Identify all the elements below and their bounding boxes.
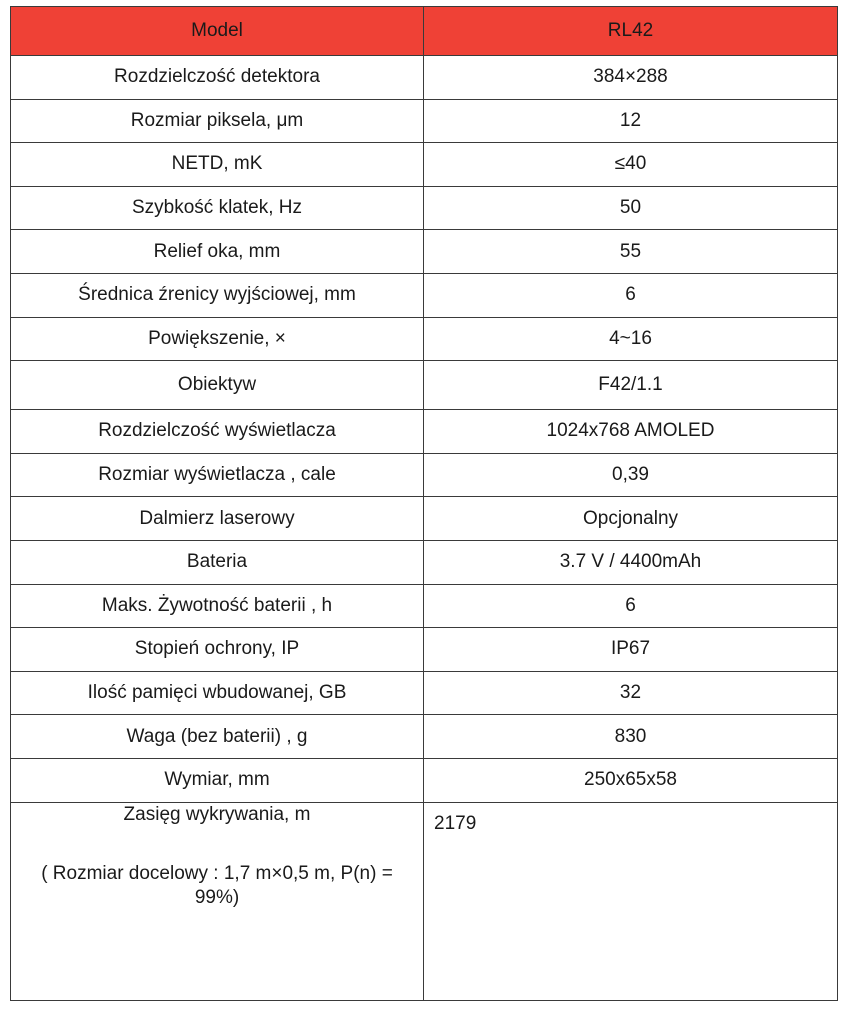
table-row	[11, 715, 838, 759]
header-model-value: RL42	[424, 7, 838, 56]
row-value: 0,39	[424, 453, 838, 497]
row-label: Szybkość klatek, Hz	[11, 186, 424, 230]
table-row	[11, 273, 838, 317]
row-label: Ilość pamięci wbudowanej, GB	[11, 671, 424, 715]
row-label: Rozdzielczość wyświetlacza	[11, 410, 424, 454]
table-row	[11, 186, 838, 230]
table-row	[11, 56, 838, 100]
detection-range-note: ( Rozmiar docelowy : 1,7 m×0,5 m, P(n) = 99%)	[41, 862, 393, 908]
table-row	[11, 671, 838, 715]
row-label: NETD, mK	[11, 143, 424, 187]
row-label: Obiektyw	[11, 361, 424, 410]
detection-range-cell	[11, 802, 424, 1000]
row-label: Wymiar, mm	[11, 758, 424, 802]
row-value: 250x65x58	[424, 758, 838, 802]
row-label: Dalmierz laserowy	[11, 497, 424, 541]
row-label: Rozmiar piksela, μm	[11, 99, 424, 143]
table-row	[11, 497, 838, 541]
row-value: 50	[424, 186, 838, 230]
table-row	[11, 361, 838, 410]
row-value: IP67	[424, 628, 838, 672]
row-value: 55	[424, 230, 838, 274]
row-value: 6	[424, 584, 838, 628]
row-label: Średnica źrenicy wyjściowej, mm	[11, 273, 424, 317]
row-value: 3.7 V / 4400mAh	[424, 540, 838, 584]
row-value: 4~16	[424, 317, 838, 361]
header-row	[11, 7, 838, 56]
row-label: Rozmiar wyświetlacza , cale	[11, 453, 424, 497]
row-label: Stopień ochrony, IP	[11, 628, 424, 672]
row-value: 32	[424, 671, 838, 715]
detection-range-row	[11, 802, 838, 1000]
table-row	[11, 540, 838, 584]
table-row	[11, 143, 838, 187]
table-row	[11, 758, 838, 802]
table-row	[11, 628, 838, 672]
row-value: 12	[424, 99, 838, 143]
table-row	[11, 317, 838, 361]
table-row	[11, 584, 838, 628]
table-row	[11, 453, 838, 497]
table-row	[11, 410, 838, 454]
row-value: 1024x768 AMOLED	[424, 410, 838, 454]
table-row	[11, 99, 838, 143]
row-label: Waga (bez baterii) , g	[11, 715, 424, 759]
row-value: Opcjonalny	[424, 497, 838, 541]
table-row	[11, 230, 838, 274]
header-model-label: Model	[11, 7, 424, 56]
row-label: Relief oka, mm	[11, 230, 424, 274]
row-value: 830	[424, 715, 838, 759]
detection-range-value: 2179	[424, 802, 838, 1000]
row-value: F42/1.1	[424, 361, 838, 410]
row-value: 384×288	[424, 56, 838, 100]
row-label: Maks. Żywotność baterii , h	[11, 584, 424, 628]
row-label: Powiększenie, ×	[11, 317, 424, 361]
row-label: Bateria	[11, 540, 424, 584]
row-value: ≤40	[424, 143, 838, 187]
detection-range-label: Zasięg wykrywania, m	[123, 803, 311, 825]
spec-table	[10, 6, 838, 1001]
row-label: Rozdzielczość detektora	[11, 56, 424, 100]
row-value: 6	[424, 273, 838, 317]
